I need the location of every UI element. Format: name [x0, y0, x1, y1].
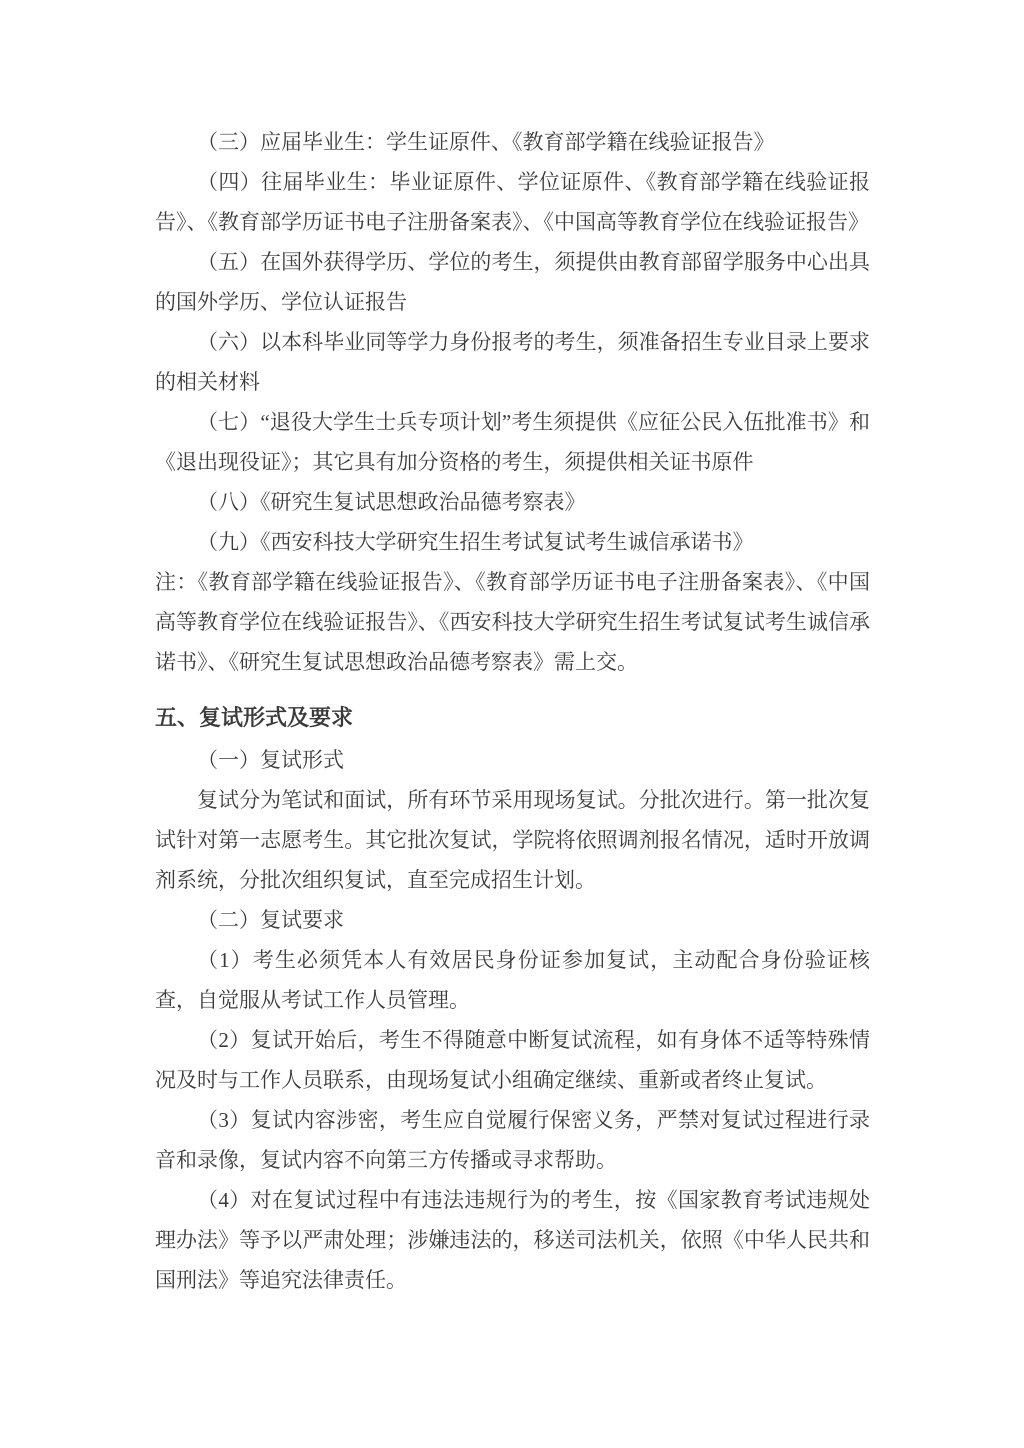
paragraph-review-format: 复试分为笔试和面试，所有环节采用现场复试。分批次进行。第一批次复试针对第一志愿考生。其它批次复试，学院将依照调剂报名情况，适时开放调剂系统，分批次组织复试，直至完成招生计划。: [155, 788, 870, 892]
paragraph-requirement-2: （2）复试开始后，考生不得随意中断复试流程，如有身体不适等特殊情况及时与工作人员联系，由现场复试小组确定继续、重新或者终止复试。: [155, 1028, 870, 1092]
paragraph-note: 注：《教育部学籍在线验证报告》、《教育部学历证书电子注册备案表》、《中国高等教育学位在线验证报告》、《西安科技大学研究生招生考试复试考生诚信承诺书》、《研究生复试思想政治品德考察表》需上交。: [155, 570, 870, 674]
paragraph-requirement-1: （1）考生必须凭本人有效居民身份证参加复试，主动配合身份验证核查，自觉服从考试工作人员管理。: [155, 948, 870, 1012]
section-heading-5: 五、复试形式及要求: [155, 705, 354, 730]
paragraph-requirement-4: （4）对在复试过程中有违法违规行为的考生，按《国家教育考试违规处理办法》等予以严肃处理；涉嫌违法的，移送司法机关，依照《中华人民共和国刑法》等追究法律责任。: [155, 1188, 870, 1292]
paragraph-item-9: （九）《西安科技大学研究生招生考试复试考生诚信承诺书》: [197, 530, 754, 554]
paragraph-item-5: （五）在国外获得学历、学位的考生，须提供由教育部留学服务中心出具的国外学历、学位认证报告: [155, 250, 870, 314]
paragraph-item-4: （四）往届毕业生：毕业证原件、学位证原件、《教育部学籍在线验证报告》、《教育部学历证书电子注册备案表》、《中国高等教育学位在线验证报告》: [155, 170, 870, 234]
paragraph-item-8: （八）《研究生复试思想政治品德考察表》: [197, 490, 586, 514]
paragraph-item-3: （三）应届毕业生：学生证原件、《教育部学籍在线验证报告》: [197, 130, 775, 154]
subsection-heading-2: （二）复试要求: [197, 908, 344, 932]
paragraph-item-7: （七）“退役大学生士兵专项计划”考生须提供《应征公民入伍批准书》和《退出现役证》；其它具有加分资格的考生，须提供相关证书原件: [155, 410, 870, 474]
paragraph-item-6: （六）以本科毕业同等学力身份报考的考生，须准备招生专业目录上要求的相关材料: [155, 330, 870, 394]
subsection-heading-1: （一）复试形式: [197, 748, 344, 772]
paragraph-requirement-3: （3）复试内容涉密，考生应自觉履行保密义务，严禁对复试过程进行录音和录像，复试内容不向第三方传播或寻求帮助。: [155, 1108, 870, 1172]
